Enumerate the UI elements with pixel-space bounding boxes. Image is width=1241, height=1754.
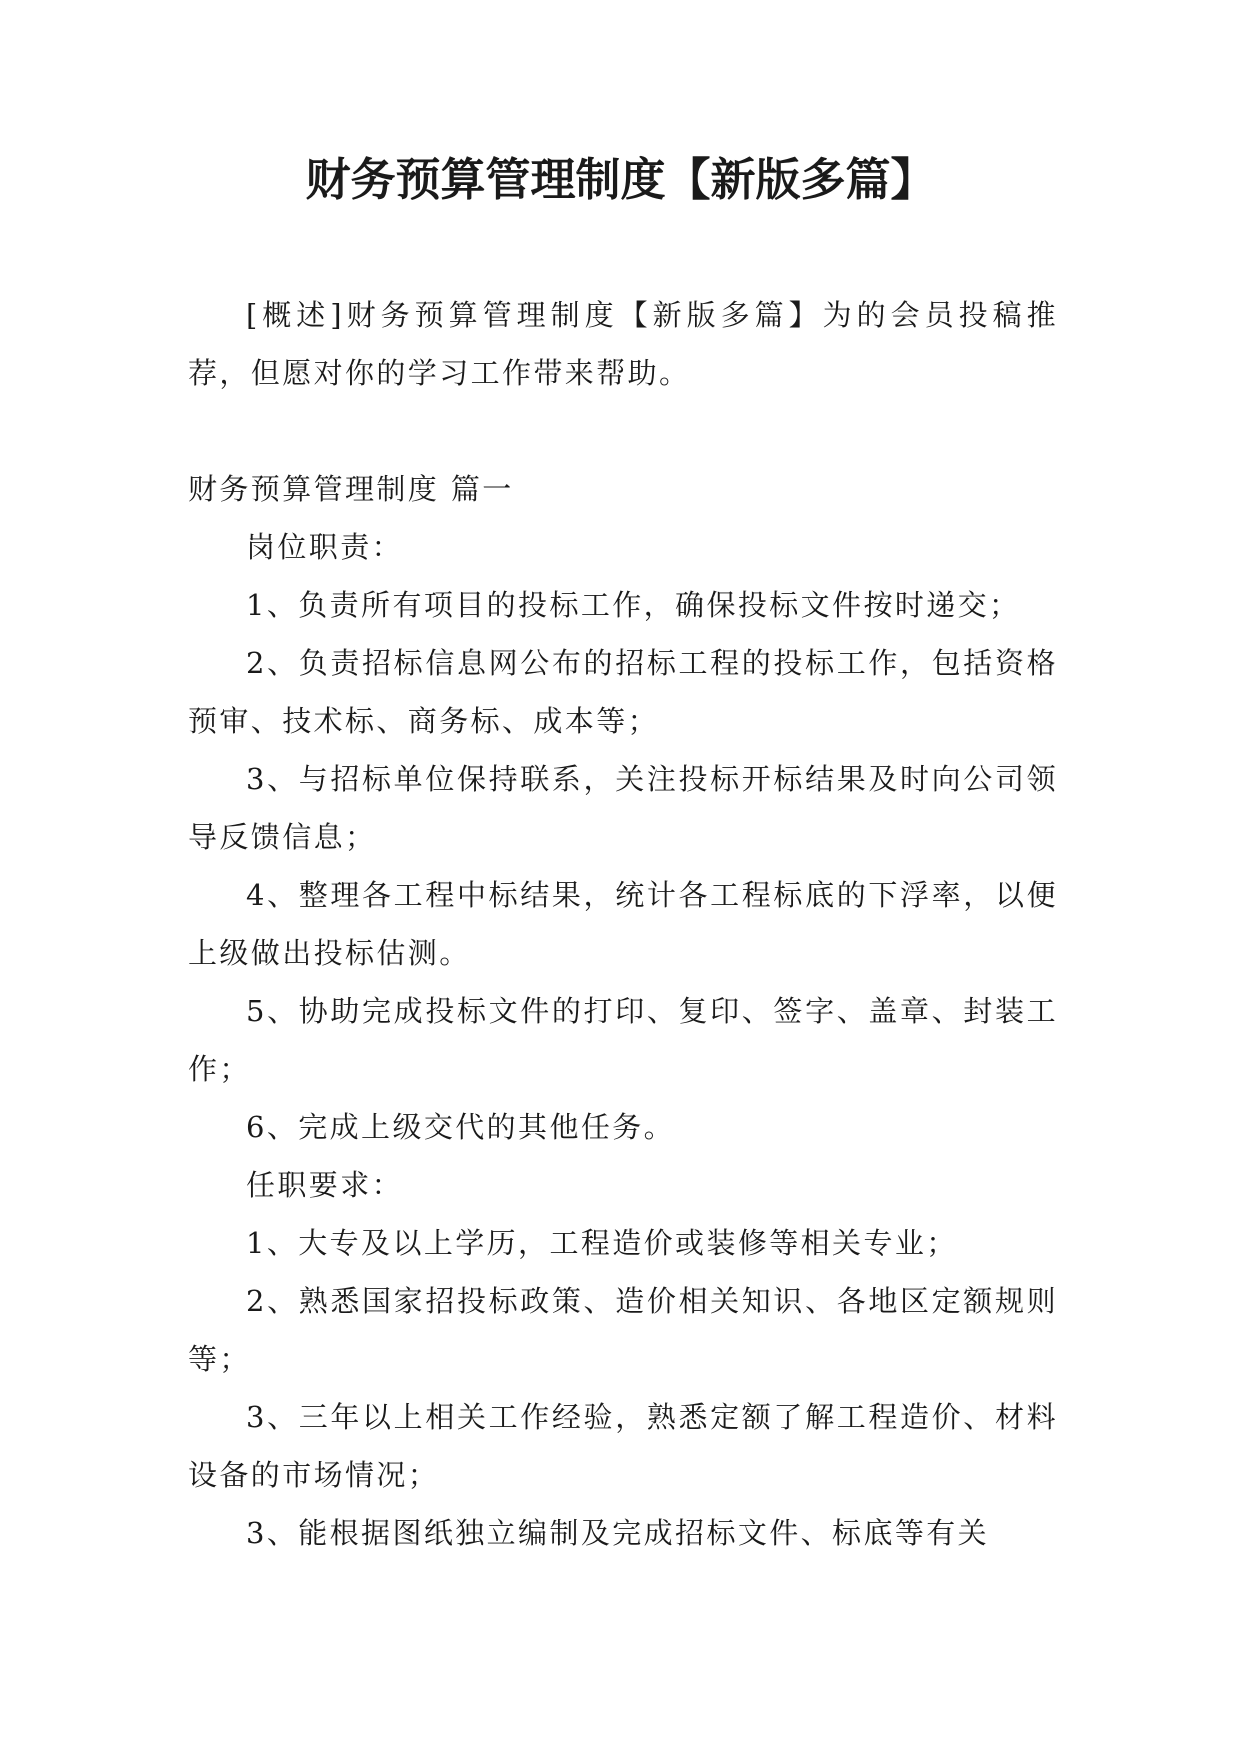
requirement-item-2: 2、熟悉国家招投标政策、造价相关知识、各地区定额规则等；: [188, 1284, 1058, 1376]
duty-item-4: 4、整理各工程中标结果，统计各工程标底的下浮率，以便上级做出投标估测。: [188, 878, 1058, 970]
summary-paragraph: [概述]财务预算管理制度【新版多篇】为的会员投稿推荐，但愿对你的学习工作带来帮助。: [188, 298, 1058, 390]
duty-item-6: 6、完成上级交代的其他任务。: [246, 1110, 676, 1144]
duty-item-2: 2、负责招标信息网公布的招标工程的投标工作，包括资格预审、技术标、商务标、成本等；: [188, 646, 1058, 738]
document-body: [188, 286, 1058, 1562]
duties-heading: 岗位职责：: [246, 530, 404, 564]
duty-item-3: 3、与招标单位保持联系，关注投标开标结果及时向公司领导反馈信息；: [188, 762, 1058, 854]
section-heading: 财务预算管理制度 篇一: [188, 472, 514, 506]
requirement-item-4: 3、能根据图纸独立编制及完成招标文件、标底等有关: [246, 1516, 990, 1550]
requirement-item-3: 3、三年以上相关工作经验，熟悉定额了解工程造价、材料设备的市场情况；: [188, 1400, 1058, 1492]
document-title: 财务预算管理制度【新版多篇】: [305, 153, 936, 206]
duty-item-5: 5、协助完成投标文件的打印、复印、签字、盖章、封装工作；: [188, 994, 1058, 1086]
paragraph-spacer: [188, 402, 1058, 460]
requirement-item-1: 1、大专及以上学历，工程造价或装修等相关专业；: [246, 1226, 958, 1260]
requirements-heading: 任职要求：: [246, 1168, 404, 1202]
duty-item-1: 1、负责所有项目的投标工作，确保投标文件按时递交；: [246, 588, 1021, 622]
